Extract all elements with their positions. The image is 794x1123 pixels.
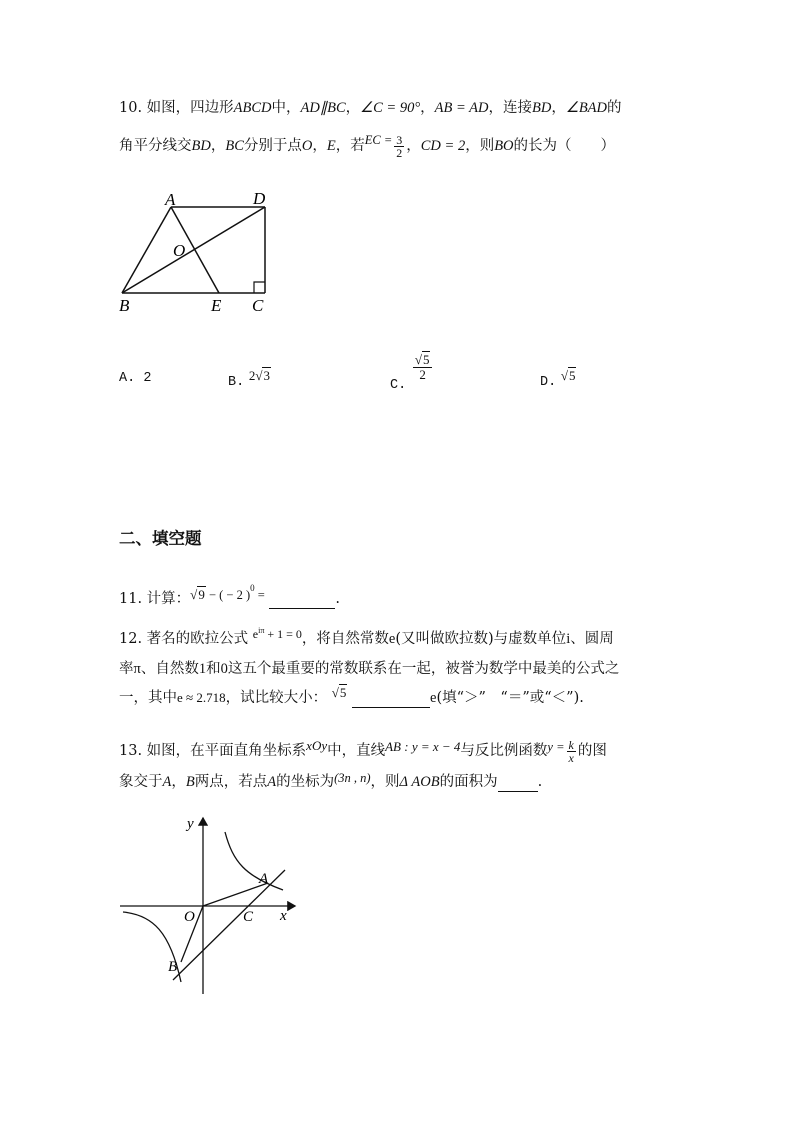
q12-text: ，将自然常数 <box>301 631 389 647</box>
label-b: B <box>119 296 130 315</box>
q10-text: 的 <box>607 100 622 116</box>
option-a-label: A. <box>119 371 136 386</box>
constant-pi: π <box>133 661 141 677</box>
constant-e: e <box>388 631 396 647</box>
q11-expression: − ( − 2 ) <box>205 587 251 602</box>
constant-zero: 0 <box>220 661 228 677</box>
q13-text: 的图 <box>577 743 607 759</box>
segment-bd-line <box>122 207 265 293</box>
q10-text: 中， <box>271 100 301 116</box>
q11-text: . <box>335 590 341 607</box>
q13-text: 象交于 <box>119 774 163 790</box>
option-d-radicand: 5 <box>568 368 576 383</box>
q12-text: 、自然数 <box>140 661 199 677</box>
ab-equals-ad: AB = AD <box>434 100 489 116</box>
q10-text: 分别于点 <box>243 138 302 154</box>
option-b-radicand: 3 <box>263 368 270 383</box>
line-ab-equation: AB : y = x − 4 <box>385 739 461 754</box>
constant-e: e <box>430 690 437 706</box>
option-d-sqrt: √5 <box>560 368 576 383</box>
q12-answer-blank[interactable] <box>352 693 430 708</box>
point-o: O <box>301 138 313 154</box>
label-d: D <box>253 189 266 208</box>
q10-option-b <box>228 366 271 388</box>
q13-text: . <box>537 774 543 790</box>
euler-e: e <box>252 627 259 641</box>
label-c: C <box>252 296 264 315</box>
q10-text: ，则 <box>465 138 495 154</box>
option-c-fraction <box>413 353 433 382</box>
segment-ab-line <box>122 207 171 293</box>
fraction-numerator: k <box>568 737 574 752</box>
constant-i: i <box>566 631 571 647</box>
q10-text: ，若 <box>335 138 365 154</box>
q12-text: ，试比较大小： <box>225 690 328 706</box>
q11-number: 11. <box>119 590 143 607</box>
point-b: B <box>185 774 195 790</box>
q12-text: 和 <box>206 661 221 677</box>
q12-text: 这五个最重要的常数联系在一起，被誉为数学中最美的公式之 <box>227 661 620 677</box>
euler-rest: + 1 = 0 <box>264 627 302 641</box>
label-o: O <box>173 241 186 260</box>
q12-line-1 <box>119 626 614 649</box>
q10-text: ， <box>406 138 421 154</box>
q10-option-c <box>390 352 434 393</box>
label-a: A <box>259 871 269 887</box>
label-o: O <box>184 909 195 925</box>
fraction-denominator: x <box>568 750 574 765</box>
q11-exponent: 0 <box>250 583 255 593</box>
segment-bd: BD <box>531 100 552 116</box>
label-a: A <box>165 190 176 209</box>
point-a: A <box>267 774 277 790</box>
angle-bad: ∠BAD <box>565 100 608 116</box>
label-b: B <box>168 959 178 975</box>
option-b-sqrt: √3 <box>255 368 270 383</box>
q13-text: ，则 <box>370 774 400 790</box>
option-c-radicand: 5 <box>422 352 430 367</box>
option-b-coefficient: 2 <box>248 368 256 383</box>
option-a-value: 2 <box>143 371 152 386</box>
q10-text: ， <box>312 138 327 154</box>
euler-formula <box>253 627 302 641</box>
q13-answer-blank[interactable] <box>498 777 538 792</box>
section-title: 二、填空题 <box>119 529 202 548</box>
q12-radicand: 5 <box>339 685 347 700</box>
q11-sqrt: √9 <box>190 586 205 602</box>
fraction-numerator: 3 <box>396 132 403 147</box>
q10-number: 10. <box>119 100 143 116</box>
q10-option-a <box>119 369 151 389</box>
q13-coordinate-figure <box>115 812 305 997</box>
q11-answer-blank[interactable] <box>269 594 335 609</box>
e-approximation: e ≈ 2.718 <box>177 690 226 705</box>
option-c-denominator: 2 <box>419 367 426 382</box>
q10-text: 角平分线交 <box>119 138 192 154</box>
line-ab <box>173 870 285 980</box>
q10-text: ， <box>551 100 566 116</box>
label-x: x <box>280 908 287 924</box>
segment-bd: BD <box>191 138 211 154</box>
q12-text: (又叫做欧拉数)与虚数单位 <box>395 631 567 647</box>
label-e: E <box>211 296 222 315</box>
q10-text: ， <box>210 138 226 154</box>
point-a-coordinates: (3n , n) <box>334 771 371 785</box>
q12-text: 著名的欧拉公式 <box>146 631 249 647</box>
q10-text: 如图，四边形 <box>146 100 234 116</box>
quadrilateral-abcd: ABCD <box>233 100 272 116</box>
euler-exponent: iπ <box>258 626 265 635</box>
q10-line-2 <box>119 132 615 160</box>
q11-equals: = <box>254 587 265 602</box>
q10-text: ， <box>345 100 361 116</box>
q12-text: (填“＞” “＝”或“＜”). <box>436 690 584 706</box>
angle-c: ∠C = 90° <box>360 100 421 116</box>
q13-text: 的坐标为 <box>276 774 335 790</box>
q10-line-1 <box>119 98 622 118</box>
right-angle-marker <box>254 282 265 293</box>
q11-radicand: 9 <box>198 586 205 602</box>
q11-line <box>119 584 340 609</box>
q10-text: 的长为（ ） <box>513 138 616 154</box>
ad-parallel-bc: AD∥BC <box>300 100 346 116</box>
q11-text: 计算： <box>146 590 191 607</box>
constant-one: 1 <box>198 661 207 677</box>
q13-line-1 <box>119 737 607 765</box>
q10-option-d <box>540 366 576 388</box>
q13-text: ， <box>171 774 186 790</box>
segment-bc: BC <box>225 138 244 154</box>
q12-sqrt: √5 <box>331 685 347 700</box>
q13-text: 如图，在平面直角坐标系 <box>146 743 307 759</box>
cd-equals-2: CD = 2 <box>420 138 466 154</box>
coordinate-system-xoy: xOy <box>306 738 328 753</box>
q12-text: 率 <box>119 661 134 677</box>
q13-text: 的面积为 <box>439 774 498 790</box>
point-a: A <box>162 774 172 790</box>
q12-text: 、圆周 <box>570 631 614 647</box>
option-d-label: D. <box>540 375 557 390</box>
q10-geometry-figure <box>110 185 290 320</box>
q12-number: 12. <box>119 631 143 647</box>
q13-number: 13. <box>119 743 143 759</box>
q12-line-3 <box>119 685 584 708</box>
option-b-label: B. <box>228 375 245 390</box>
q13-text: 中，直线 <box>327 743 386 759</box>
ec-equals: EC = <box>364 133 393 147</box>
label-c: C <box>243 909 254 925</box>
q10-text: ， <box>420 100 435 116</box>
q12-line-2 <box>119 659 619 679</box>
option-c-numerator: √5 <box>413 353 433 368</box>
fraction-three-halves <box>394 134 404 159</box>
inverse-function-y: y = <box>547 740 565 754</box>
q13-text: 与反比例函数 <box>460 743 548 759</box>
point-e: E <box>326 138 336 154</box>
option-c-label: C. <box>390 378 407 393</box>
fraction-denominator: 2 <box>396 145 403 160</box>
fraction-k-over-x <box>567 739 576 764</box>
q13-line-2 <box>119 772 542 792</box>
triangle-aob: Δ AOB <box>399 774 440 790</box>
q13-text: 两点，若点 <box>194 774 268 790</box>
segment-bo: BO <box>494 138 514 154</box>
q12-text: 一，其中 <box>119 690 177 706</box>
label-y: y <box>187 816 194 832</box>
q10-text: ，连接 <box>488 100 532 116</box>
